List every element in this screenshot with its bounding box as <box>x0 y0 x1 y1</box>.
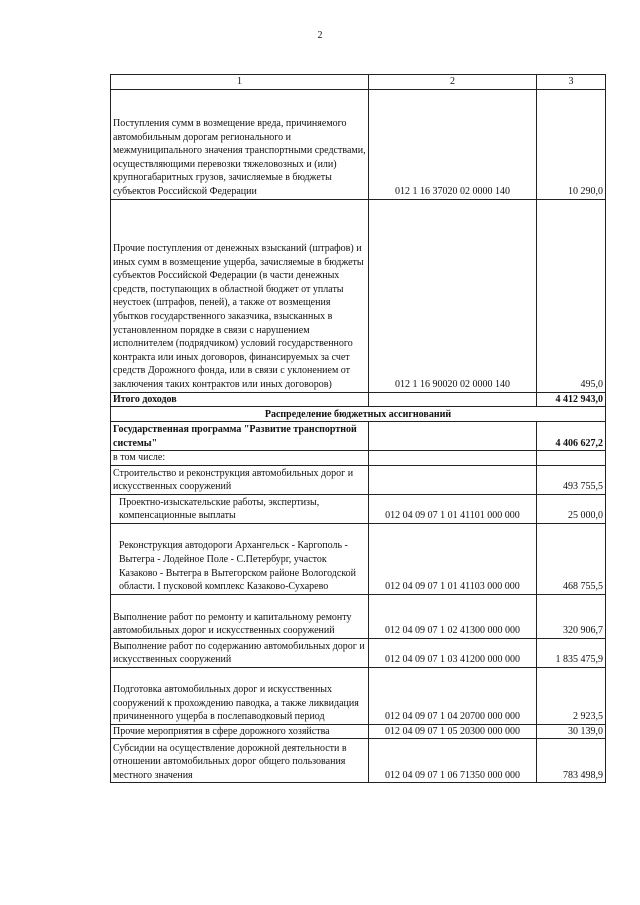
row-name: Прочие мероприятия в сфере дорожного хозяйства <box>111 724 369 739</box>
row-code <box>369 465 537 494</box>
row-name: Подготовка автомобильных дорог и искусственных сооружений к прохождению паводка, а также ликвидация причиненного ущерба в послепаводковый период <box>111 667 369 724</box>
row-code: 012 04 09 07 1 01 41101 000 000 <box>369 494 537 523</box>
section-header-row <box>111 407 606 422</box>
row-amount <box>537 451 606 466</box>
row-name: Итого доходов <box>111 392 369 407</box>
section-title: Распределение бюджетных ассигнований <box>111 407 606 422</box>
row-name: Поступления сумм в возмещение вреда, причиняемого автомобильным дорогам регионального и межмуниципального значения транспортными средствами, осуществляющими перевозки тяжеловозных и (или) крупногабаритных грузов, зачисляемые в бюджеты субъектов Российской Федерации <box>111 89 369 199</box>
row-code: 012 04 09 07 1 05 20300 000 000 <box>369 724 537 739</box>
table-row <box>111 724 606 739</box>
row-name: Государственная программа "Развитие транспортной системы" <box>111 422 369 451</box>
row-amount: 10 290,0 <box>537 89 606 199</box>
row-amount: 4 406 627,2 <box>537 422 606 451</box>
table-header-row <box>111 75 606 90</box>
row-name: Реконструкция автодороги Архангельск - Каргополь - Вытегра - Лодейное Поле - С.Петербург, участок Казаково - Вытегра в Вытегорском районе Вологодской области. I пусковой комплекс Казаково-Сухарево <box>111 523 369 594</box>
row-amount: 495,0 <box>537 199 606 392</box>
row-amount: 320 906,7 <box>537 594 606 638</box>
row-name: Выполнение работ по ремонту и капитальному ремонту автомобильных дорог и искусственных сооружений <box>111 594 369 638</box>
table-row <box>111 638 606 667</box>
row-code <box>369 392 537 407</box>
row-amount: 1 835 475,9 <box>537 638 606 667</box>
table-row <box>111 451 606 466</box>
row-code <box>369 451 537 466</box>
row-code: 012 04 09 07 1 03 41200 000 000 <box>369 638 537 667</box>
table-row <box>111 739 606 783</box>
column-header-3: 3 <box>537 75 606 90</box>
table-row <box>111 465 606 494</box>
row-amount: 468 755,5 <box>537 523 606 594</box>
row-amount: 25 000,0 <box>537 494 606 523</box>
column-header-2: 2 <box>369 75 537 90</box>
table-row-total <box>111 392 606 407</box>
row-name: Строительство и реконструкция автомобильных дорог и искусственных сооружений <box>111 465 369 494</box>
page-number: 2 <box>317 30 323 41</box>
row-amount: 30 139,0 <box>537 724 606 739</box>
row-code: 012 1 16 37020 02 0000 140 <box>369 89 537 199</box>
table-row-program <box>111 422 606 451</box>
row-code: 012 04 09 07 1 06 71350 000 000 <box>369 739 537 783</box>
row-code: 012 04 09 07 1 01 41103 000 000 <box>369 523 537 594</box>
column-header-1: 1 <box>111 75 369 90</box>
row-code: 012 1 16 90020 02 0000 140 <box>369 199 537 392</box>
row-name: Проектно-изыскательские работы, экспертизы, компенсационные выплаты <box>111 494 369 523</box>
table-row <box>111 89 606 199</box>
row-amount: 493 755,5 <box>537 465 606 494</box>
row-code: 012 04 09 07 1 04 20700 000 000 <box>369 667 537 724</box>
row-amount: 4 412 943,0 <box>537 392 606 407</box>
table-row <box>111 667 606 724</box>
table-row <box>111 199 606 392</box>
table-row <box>111 594 606 638</box>
row-amount: 2 923,5 <box>537 667 606 724</box>
row-amount: 783 498,9 <box>537 739 606 783</box>
table-row <box>111 523 606 594</box>
table-row <box>111 494 606 523</box>
row-name: Субсидии на осуществление дорожной деятельности в отношении автомобильных дорог общего пользования местного значения <box>111 739 369 783</box>
row-code: 012 04 09 07 1 02 41300 000 000 <box>369 594 537 638</box>
row-name: Выполнение работ по содержанию автомобильных дорог и искусственных сооружений <box>111 638 369 667</box>
row-name: Прочие поступления от денежных взысканий (штрафов) и иных сумм в возмещение ущерба, зачисляемые в бюджеты субъектов Российской Федерации (в части денежных средств, поступающих в областной бюджет от уплаты неустоек (штрафов, пеней), а также от возмещения убытков государственного заказчика, взысканных в установленном порядке в связи с нарушением исполнителем (подрядчиком) условий государственного контракта или иных договоров, финансируемых за счет средств Дорожного фонда, или в связи с уклонением от заключения таких контрактов или иных договоров) <box>111 199 369 392</box>
row-name: в том числе: <box>111 451 369 466</box>
row-code <box>369 422 537 451</box>
budget-table <box>110 74 606 783</box>
